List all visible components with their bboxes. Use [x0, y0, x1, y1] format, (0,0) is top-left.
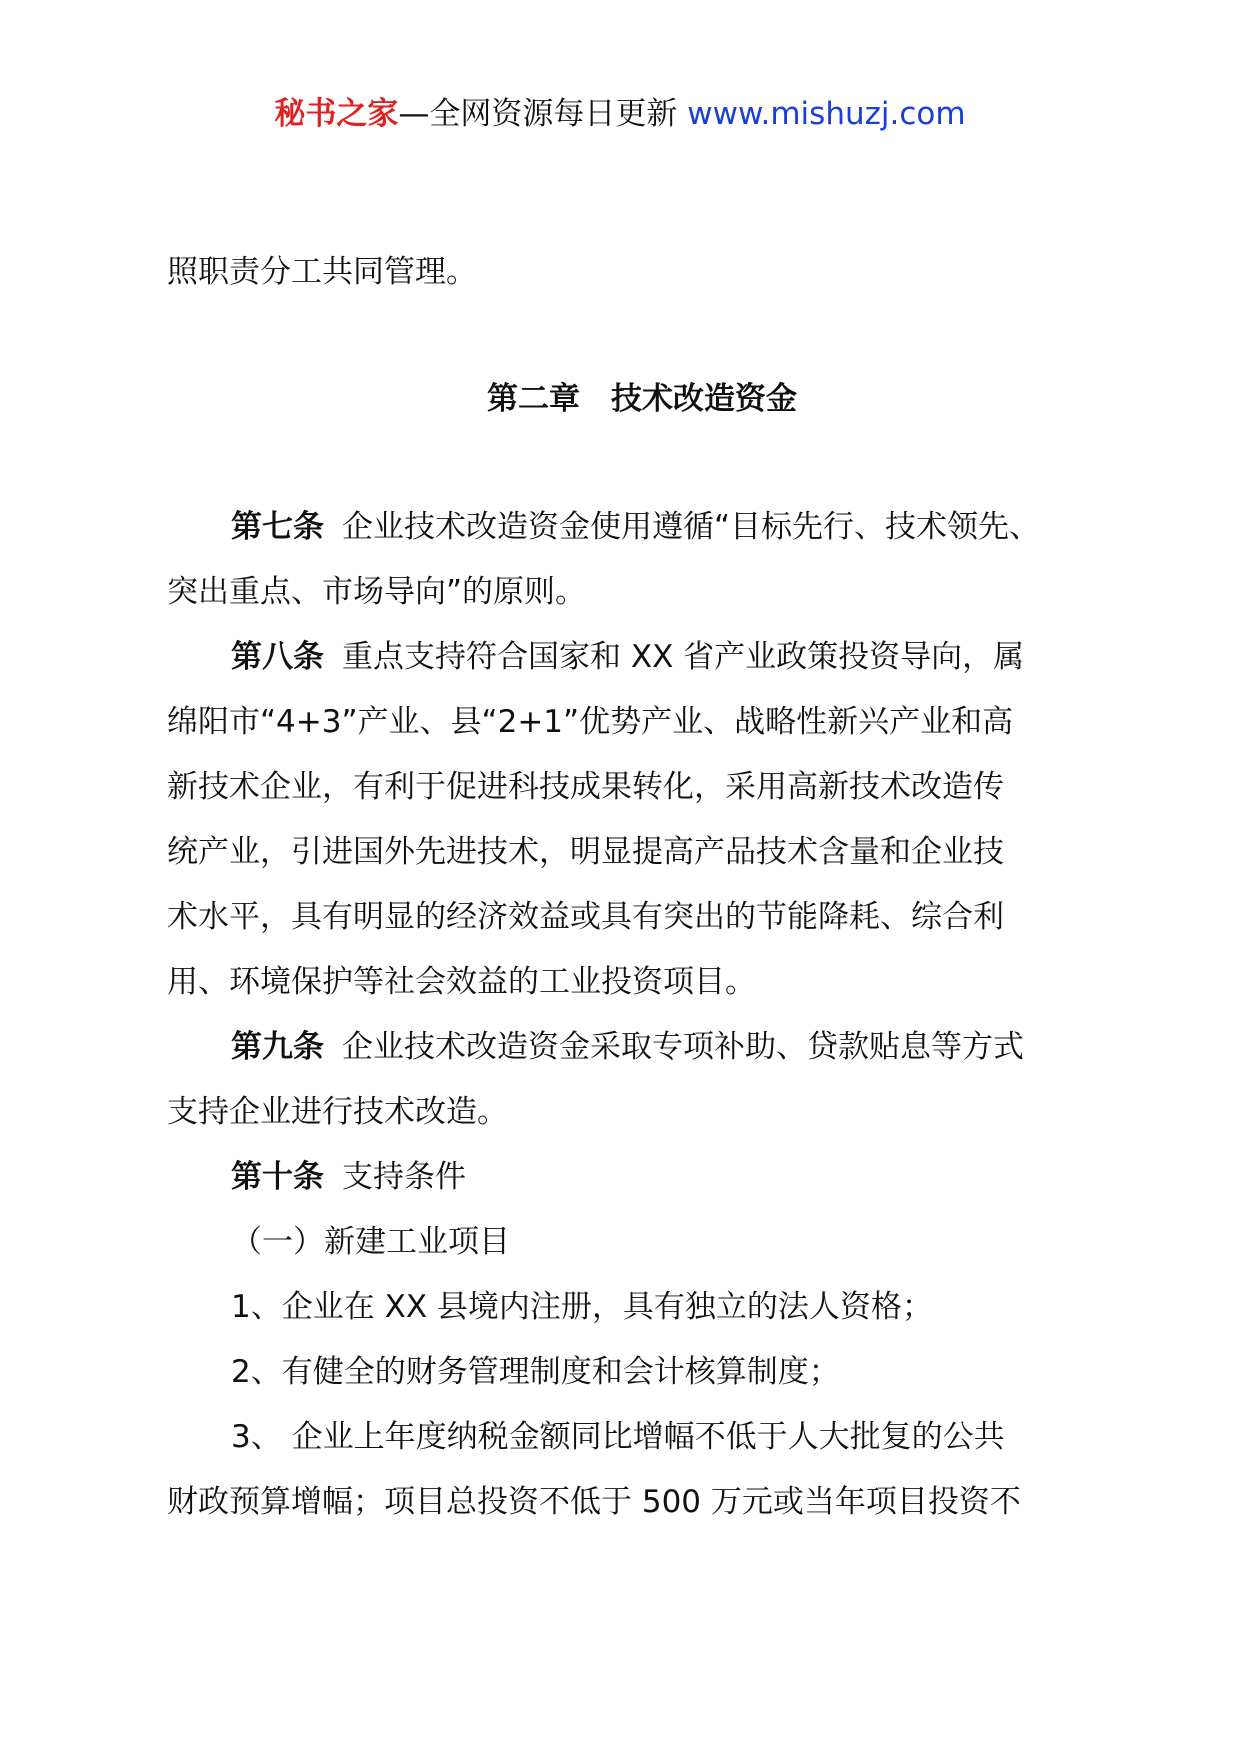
article-8-line-5: 术水平，具有明显的经济效益或具有突出的节能降耗、综合利 — [167, 899, 1004, 935]
condition-item-3-line-1: 3、 企业上年度纳税金额同比增幅不低于人大批复的公共 — [231, 1419, 1005, 1455]
condition-item-1: 1、企业在 XX 县境内注册，具有独立的法人资格； — [231, 1289, 933, 1325]
subsection-heading: （一）新建工业项目 — [231, 1224, 510, 1260]
article-10-text: 支持条件 — [342, 1159, 466, 1195]
article-8-line-4: 统产业，引进国外先进技术，明显提高产品技术含量和企业技 — [167, 834, 1004, 870]
chapter-title: 第二章 技术改造资金 — [487, 381, 797, 417]
site-brand: 秘书之家 — [274, 96, 399, 132]
document-body — [167, 240, 1097, 1535]
article-7-line-2: 突出重点、市场导向”的原则。 — [167, 574, 587, 610]
article-8-line-6: 用、环境保护等社会效益的工业投资项目。 — [167, 964, 756, 1000]
article-8-line-1 — [167, 625, 1097, 690]
article-9-label: 第九条 — [231, 1029, 324, 1065]
condition-item-3-line-2: 财政预算增幅；项目总投资不低于 500 万元或当年项目投资不 — [167, 1484, 1021, 1520]
site-slogan: —全网资源每日更新 — [398, 96, 678, 132]
condition-item-2: 2、有健全的财务管理制度和会计核算制度； — [231, 1354, 840, 1390]
article-8-label: 第八条 — [231, 639, 324, 675]
article-7-line-1 — [167, 495, 1097, 560]
article-9-text-1: 企业技术改造资金采取专项补助、贷款贴息等方式 — [342, 1029, 1024, 1065]
article-8-text-1: 重点支持符合国家和 XX 省产业政策投资导向，属 — [342, 639, 1025, 675]
article-8-line-3: 新技术企业，有利于促进科技成果转化，采用高新技术改造传 — [167, 769, 1004, 805]
article-10-line — [167, 1145, 1097, 1210]
article-9-line-1 — [167, 1015, 1097, 1080]
article-10-label: 第十条 — [231, 1159, 324, 1195]
article-7-text-1: 企业技术改造资金使用遵循“目标先行、技术领先、 — [342, 509, 1041, 545]
page-header — [0, 94, 1240, 134]
article-8-line-2: 绵阳市“4+3”产业、县“2+1”优势产业、战略性新兴产业和高 — [167, 704, 1014, 740]
site-url-link[interactable]: www.mishuzj.com — [687, 96, 966, 132]
article-7-label: 第七条 — [231, 509, 324, 545]
article-9-line-2: 支持企业进行技术改造。 — [167, 1094, 508, 1130]
carryover-line: 照职责分工共同管理。 — [167, 254, 477, 290]
